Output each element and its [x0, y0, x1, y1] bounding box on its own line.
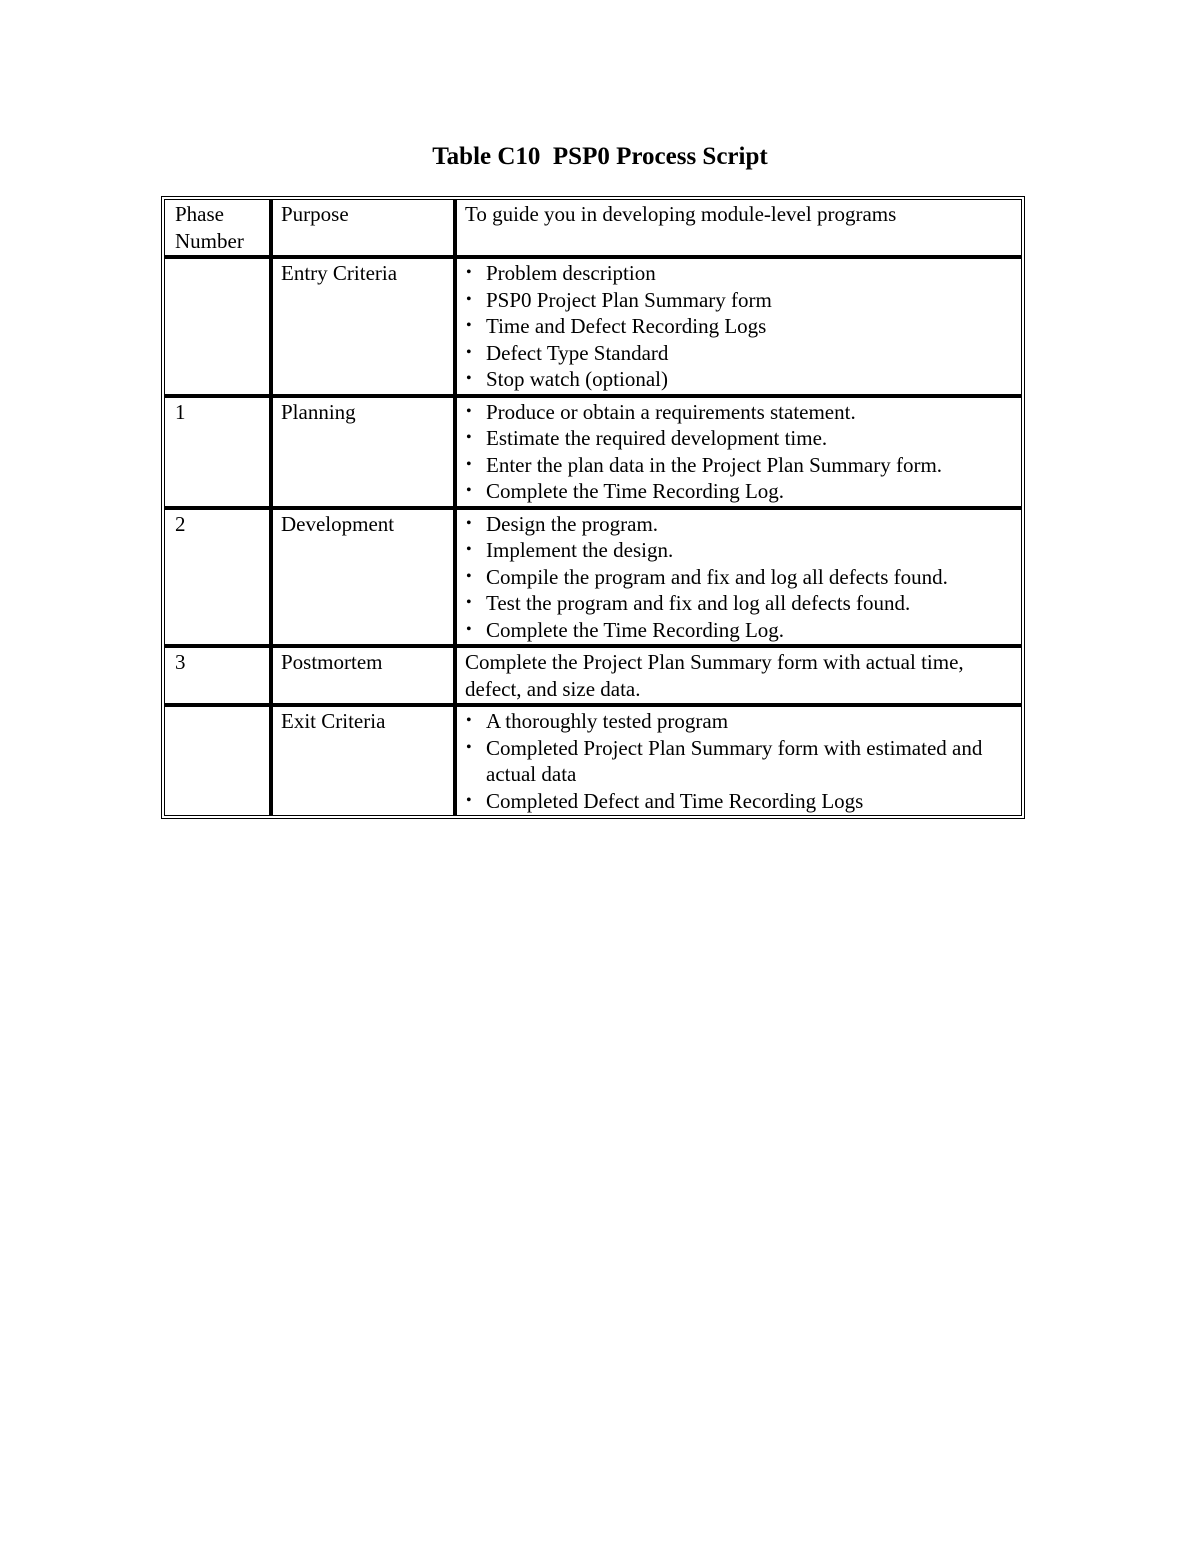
phase-number-cell: 2 — [165, 508, 271, 647]
phase-number-header: Phase Number — [165, 200, 271, 257]
table-row — [165, 396, 1021, 508]
phase-details-cell — [455, 508, 1021, 647]
list-item: • Defect Type Standard — [465, 340, 1013, 367]
phase-details-cell — [455, 705, 1021, 815]
list-item: • Complete the Time Recording Log. — [465, 478, 1013, 505]
table-row — [165, 646, 1021, 705]
list-item: • Stop watch (optional) — [465, 366, 1013, 393]
list-item: • Enter the plan data in the Project Plan Summary form. — [465, 452, 1013, 479]
phase-name-cell: Entry Criteria — [271, 257, 455, 396]
table-row — [165, 508, 1021, 647]
process-script-table — [165, 200, 1021, 815]
phase-name-cell: Development — [271, 508, 455, 647]
phase-name-cell: Postmortem — [271, 646, 455, 705]
phase-details-cell — [455, 396, 1021, 508]
list-item: • PSP0 Project Plan Summary form — [465, 287, 1013, 314]
list-item: • Problem description — [465, 260, 1013, 287]
list-item: • Complete the Time Recording Log. — [465, 617, 1013, 644]
table-row — [165, 257, 1021, 396]
list-item: • Completed Defect and Time Recording Logs — [465, 788, 1013, 815]
phase-name-cell: Exit Criteria — [271, 705, 455, 815]
phase-number-cell — [165, 705, 271, 815]
page-title: Table C10 PSP0 Process Script — [432, 143, 768, 170]
list-item: • Produce or obtain a requirements statement. — [465, 399, 1013, 426]
phase-details-cell: Complete the Project Plan Summary form with actual time, defect, and size data. — [455, 646, 1021, 705]
list-item: • Design the program. — [465, 511, 1013, 538]
phase-number-cell — [165, 257, 271, 396]
list-item: • Compile the program and fix and log all defects found. — [465, 564, 1013, 591]
table-row — [165, 705, 1021, 815]
process-script-table-frame — [161, 196, 1025, 819]
purpose-header: Purpose — [271, 200, 455, 257]
table-header-row — [165, 200, 1021, 257]
bullet-list — [465, 399, 1013, 505]
phase-name-cell: Planning — [271, 396, 455, 508]
list-item: • Completed Project Plan Summary form with estimated and actual data — [465, 735, 1013, 788]
list-item: • A thoroughly tested program — [465, 708, 1013, 735]
list-item: • Time and Defect Recording Logs — [465, 313, 1013, 340]
bullet-list — [465, 511, 1013, 644]
list-item: • Test the program and fix and log all defects found. — [465, 590, 1013, 617]
list-item: • Implement the design. — [465, 537, 1013, 564]
purpose-text: To guide you in developing module-level programs — [455, 200, 1021, 257]
list-item: • Estimate the required development time. — [465, 425, 1013, 452]
phase-details-cell — [455, 257, 1021, 396]
phase-number-cell: 3 — [165, 646, 271, 705]
bullet-list — [465, 260, 1013, 393]
phase-number-cell: 1 — [165, 396, 271, 508]
bullet-list — [465, 708, 1013, 814]
